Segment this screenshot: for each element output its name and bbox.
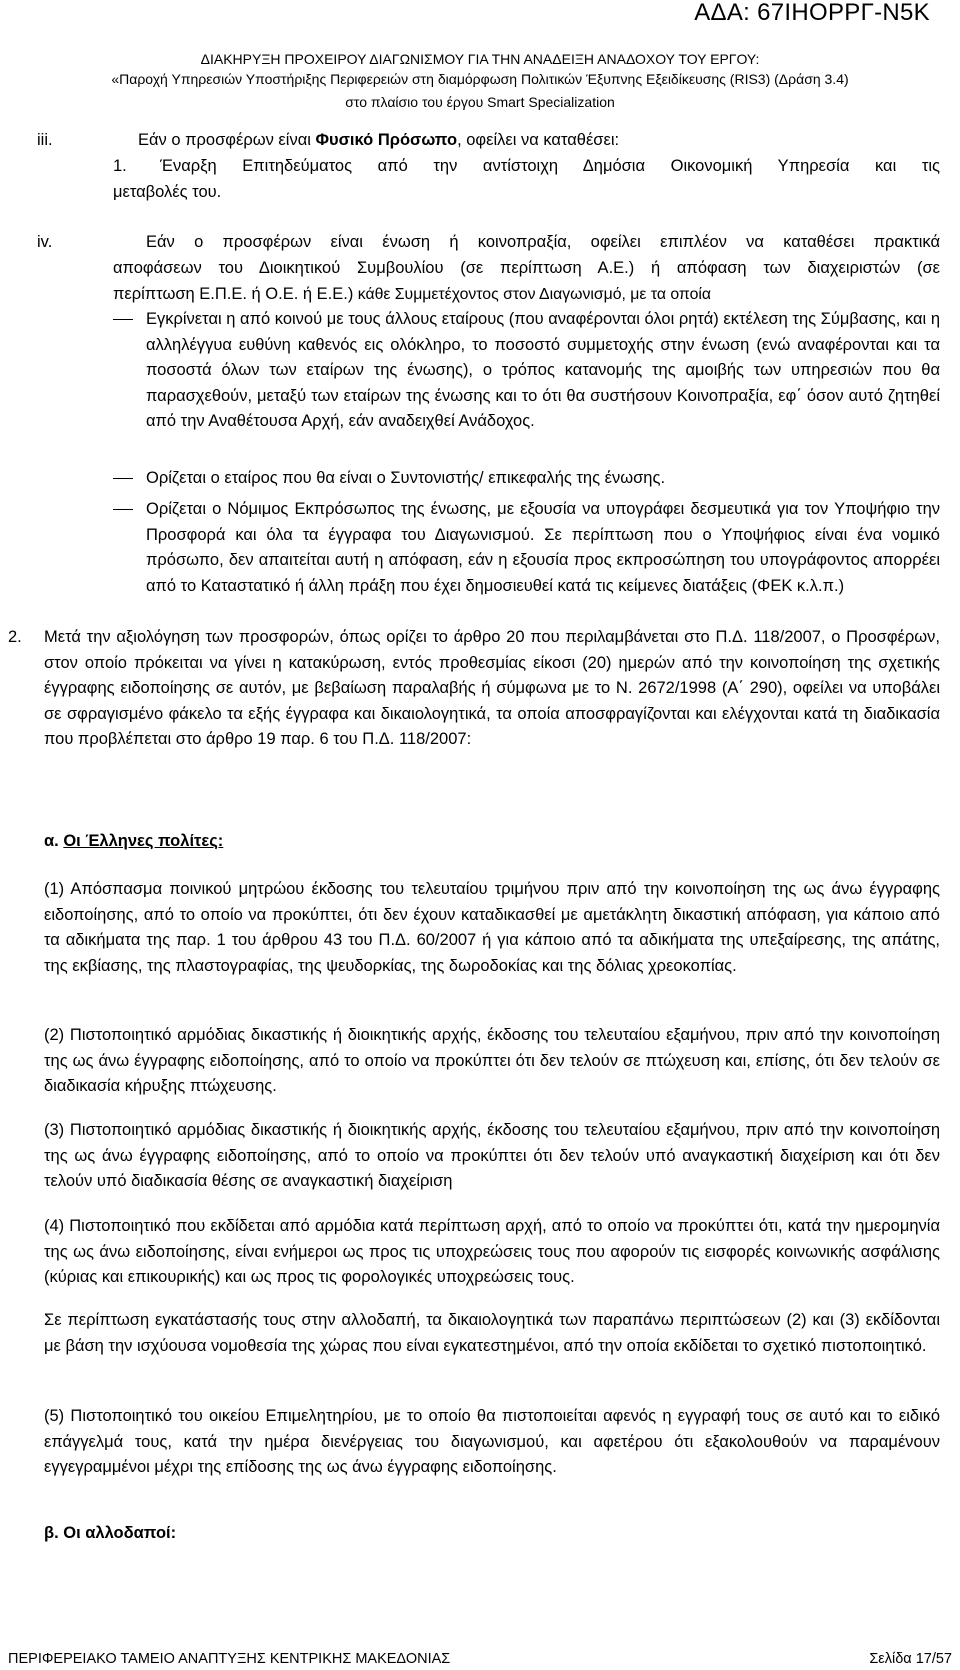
section-a-paragraph-1: (1) Απόσπασμα ποινικού μητρώου έκδοσης του τελευταίου τριμήνου πριν από την κοινοποίηση της ως άνω έγγραφης ειδοποίησης, από το οποίο να προκύπτει, ότι δεν έχουν καταδικασθεί με αμετάκλητη δικαστική απόφαση, για κάποιο από τα αδικήματα της παρ. 1 του άρθρου 43 του Π.Δ. 60/2007 ή για κάποιο από τα αδικήματα της υπεξαίρεσης, της απάτης, της εκβίασης, της πλαστογραφίας, της ψευδορκίας, της δωροδοκίας και της δόλιας χρεοκοπίας.: [44, 880, 940, 975]
item-iii-intro-pre: Εάν ο προσφέρων είναι: [138, 131, 316, 149]
item-iv-line-3b: κάθε Συμμετέχοντος στον Διαγωνισμό, με τα οποία: [353, 286, 712, 303]
item-iii-intro-bold: Φυσικό Πρόσωπο: [315, 131, 458, 149]
footer-page-number: Σελίδα 17/57: [869, 1651, 952, 1667]
dash-bullet: [113, 478, 133, 479]
section-a-paragraph-4: (4) Πιστοποιητικό που εκδίδεται από αρμόδια κατά περίπτωση αρχή, από το οποίο να προκύπτει ότι, κατά την ημερομηνία της ως άνω ειδοποίησης, είναι ενήμεροι ως προς τις υποχρεώσεις τους που αφορούν τις εισφορές κοινωνικής ασφάλισης (κύριας και επικουρικής) και ως προς τις φορολογικές υποχρεώσεις τους.: [44, 1217, 940, 1286]
section-a-label: α.: [44, 832, 59, 850]
bullet-2-text: Ορίζεται ο εταίρος που θα είναι ο Συντονιστής/ επικεφαλής της ένωσης.: [146, 469, 666, 487]
item-2-text: Μετά την αξιολόγηση των προσφορών, όπως ορίζει το άρθρο 20 που περιλαμβάνεται στο Π.Δ. 118/2007, ο Προσφέρων, στον οποίο πρόκειται να γίνει η κατακύρωση, εντός προθεσμίας είκοσι (20) ημερών από την κοινοποίηση της σχετικής έγγραφης ειδοποίησης σε αυτόν, με βεβαίωση παραλαβής ή σύμφωνα με το Ν. 2672/1998 (Α΄ 290), οφείλει να υποβάλει σε σφραγισμένο φάκελο τα εξής έγγραφα και δικαιολογητικά, τα οποία αποσφραγίζονται και ελέγχονται κατά τη διαδικασία που προβλέπεται στο άρθρο 19 παρ. 6 του Π.Δ. 118/2007:: [44, 628, 940, 748]
section-b-heading: [44, 1521, 176, 1547]
item-iii-intro-post: , οφείλει να καταθέσει:: [457, 131, 620, 149]
item-2-marker: 2.: [8, 628, 22, 646]
bullet-3-text: Ορίζεται ο Νόμιμος Εκπρόσωπος της ένωσης, με εξουσία να υπογράφει δεσμευτικά για τον Υποψήφιο την Προσφορά και όλα τα έγγραφα του Διαγωνισμού. Σε περίπτωση που ο Υποψήφιος είναι ένα νομικό πρόσωπο, δεν απαιτείται αυτή η απόφαση, εάν η εξουσία προς εκπροσώπηση του υπογράφοντος απορρέει από το Καταστατικό ή άλλη πράξη που έχει δημοσιευθεί κατά τις κείμενες διατάξεις (ΦΕΚ κ.λ.π.): [146, 500, 940, 595]
header-line-3: στο πλαίσιο του έργου Smart Specialization: [345, 94, 615, 110]
item-iii-intro: [138, 128, 934, 154]
item-iv-line-1: Εάν ο προσφέρων είναι ένωση ή κοινοπραξία, οφείλει επιπλέον να καταθέσει πρακτικά: [146, 233, 940, 251]
item-iv-marker: iv.: [37, 233, 53, 251]
section-a-paragraph-2: (2) Πιστοποιητικό αρμόδιας δικαστικής ή διοικητικής αρχής, έκδοσης του τελευταίου εξαμήνου, πριν από την κοινοποίηση της ως άνω έγγραφης ειδοποίησης, από το οποίο να προκύπτει ότι δεν τελούν σε πτώχευση και, επίσης, ότι δεν τελούν σε διαδικασία κήρυξης πτώχευσης.: [44, 1026, 940, 1095]
section-a-paragraph-3: (3) Πιστοποιητικό αρμόδιας δικαστικής ή διοικητικής αρχής, έκδοσης του τελευταίου εξαμήνου, πριν από την κοινοποίηση της ως άνω έγγραφης ειδοποίησης, από το οποίο να προκύπτει ότι δεν τελούν υπό αναγκαστική διαχείριση και ότι δεν τελούν υπό διαδικασία θέσης σε αναγκαστική διαχείριση: [44, 1121, 940, 1190]
bullet-1-text: Εγκρίνεται η από κοινού με τους άλλους εταίρους (που αναφέρονται όλοι ρητά) εκτέλεση της Σύμβασης, και η αλληλέγγυα ευθύνη καθενός εις ολόκληρο, το ποσοστό συμμετοχής στην ένωση (ενώ αναφέρονται και τα ποσοστά όλων των εταίρων της ένωσης), ο τρόπος κατανομής της αμοιβής των υπηρεσιών που θα παρασχεθούν, μεταξύ των εταίρων της ένωσης και το ότι θα συστήσουν Κοινοπραξία, εφ΄ όσον αυτό ζητηθεί από την Αναθέτουσα Αρχή, εάν αναδειχθεί Ανάδοχος.: [146, 310, 940, 430]
section-a-paragraph-5: Σε περίπτωση εγκατάστασής τους στην αλλοδαπή, τα δικαιολογητικά των παραπάνω περιπτώσεων (2) και (3) εκδίδονται με βάση την ισχύουσα νομοθεσία της χώρας που είναι εγκατεστημένοι, από την οποία εκδίδεται το σχετικό πιστοποιητικό.: [44, 1311, 940, 1355]
item-iv-line-3: [113, 282, 940, 308]
item-iii-marker: iii.: [37, 131, 53, 149]
item-iv-line-3a: περίπτωση Ε.Π.Ε. ή Ο.Ε. ή Ε.Ε.): [113, 285, 354, 303]
ada-code: ΑΔΑ: 67ΙΗΟΡΡΓ-Ν5Κ: [694, 0, 930, 26]
dash-bullet: [113, 319, 133, 320]
item-iii-sub-line-1: Έναρξη Επιτηδεύματος από την αντίστοιχη Δημόσια Οικονομική Υπηρεσία και τις: [160, 157, 940, 175]
section-a-paragraph-6: (5) Πιστοποιητικό του οικείου Επιμελητηρίου, με το οποίο θα πιστοποιείται αφενός η εγγραφή τους σε αυτό και το ειδικό επάγγελμά τους, κατά την ημέρα διενέργειας του διαγωνισμού, και αφετέρου ότι εξακολουθούν να παραμένουν εγγεγραμμένοι μέχρι της επίδοσης της ως άνω έγγραφης ειδοποίησης.: [44, 1407, 940, 1476]
item-iii-sub-marker: 1.: [113, 157, 127, 175]
section-a-title: Οι Έλληνες πολίτες:: [63, 832, 224, 850]
section-b-title: Οι αλλοδαποί:: [63, 1524, 177, 1542]
item-iv-line-2: αποφάσεων του Διοικητικού Συμβουλίου (σε περίπτωση Α.Ε.) ή απόφαση των διαχειριστών (σε: [113, 259, 940, 277]
item-iii-sub-line-2: μεταβολές του.: [113, 183, 222, 201]
section-a-heading: [44, 829, 223, 855]
footer-org: ΠΕΡΙΦΕΡΕΙΑΚΟ ΤΑΜΕΙΟ ΑΝΑΠΤΥΞΗΣ ΚΕΝΤΡΙΚΗΣ ΜΑΚΕΔΟΝΙΑΣ: [8, 1651, 451, 1667]
header-line-2: «Παροχή Υπηρεσιών Υποστήριξης Περιφερειών στη διαμόρφωση Πολιτικών Έξυπνης Εξειδίκευσης (RIS3) (Δράση 3.4): [111, 71, 849, 87]
dash-bullet: [113, 509, 133, 510]
header-line-1: ΔΙΑΚΗΡΥΞΗ ΠΡΟΧΕΙΡΟΥ ΔΙΑΓΩΝΙΣΜΟΥ ΓΙΑ ΤΗΝ ΑΝΑΔΕΙΞΗ ΑΝΑΔΟΧΟΥ ΤΟΥ ΕΡΓΟΥ:: [200, 51, 760, 67]
section-b-label: β.: [44, 1524, 59, 1542]
